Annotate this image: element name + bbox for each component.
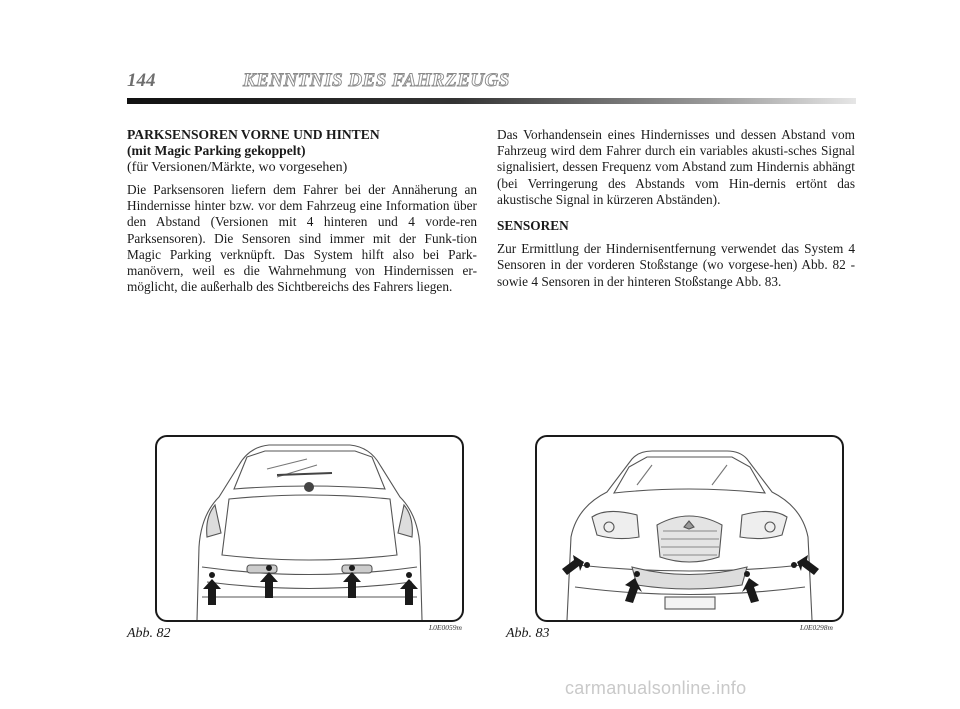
page-number: 144 — [127, 70, 156, 91]
heading-note: (für Versionen/Märkte, wo vorgesehen) — [127, 160, 348, 175]
sensors-paragraph: Zur Ermittlung der Hindernisentfernung verwendet das System 4 Sensoren in der vorderen Stoßstange (wo vorgese-hen) Abb. 82 - sowie 4 Sensoren in der hinteren Stoßstange Abb. 83. — [497, 241, 855, 289]
figure-front-sensors — [535, 435, 844, 622]
figure-rear-sensors — [155, 435, 464, 622]
figure-code-82: L0E0059m — [429, 623, 462, 632]
car-rear-illustration — [157, 437, 462, 620]
sensors-heading: SENSOREN — [497, 218, 569, 234]
signal-paragraph: Das Vorhandensein eines Hindernisses und dessen Abstand vom Fahrzeug wird dem Fahrer durch ein variables akusti-sches Signal signalisiert, dessen Frequenz vom Abstand zum Hindernis abhängt (bei Verringerung des Abstands vom Hin-dernis ertönt das akustische Signal in kürzeren Abständen). — [497, 127, 855, 207]
figure-caption-83: Abb. 83 — [506, 626, 550, 641]
heading-sub: (mit Magic Parking gekoppelt) — [127, 143, 306, 158]
intro-paragraph: Die Parksensoren liefern dem Fahrer bei der Annäherung an Hindernisse hinter bzw. vor dem Fahrzeug eine Information über den Abstand (Versionen mit 4 hinteren und 4 vorde-ren Parksensoren). Die Sensoren sind immer mit der Funk-tion Magic Parking verknüpft. Das System hilft also bei Park-manövern, weil es die Wahrnehmung von Hindernissen er-möglicht, die außerhalb des Sichtbereichs des Fahrers liegen. — [127, 182, 477, 295]
right-column — [497, 127, 855, 290]
heading-main: PARKSENSOREN VORNE UND HINTEN — [127, 127, 380, 142]
car-front-illustration — [537, 437, 842, 620]
figure-caption-82: Abb. 82 — [127, 626, 171, 641]
watermark: carmanualsonline.info — [565, 678, 747, 698]
header-rule — [127, 98, 856, 104]
figure-code-83: L0E0298m — [800, 623, 833, 632]
left-column — [127, 127, 477, 295]
section-title: KENNTNIS DES FAHRZEUGS — [243, 70, 510, 91]
